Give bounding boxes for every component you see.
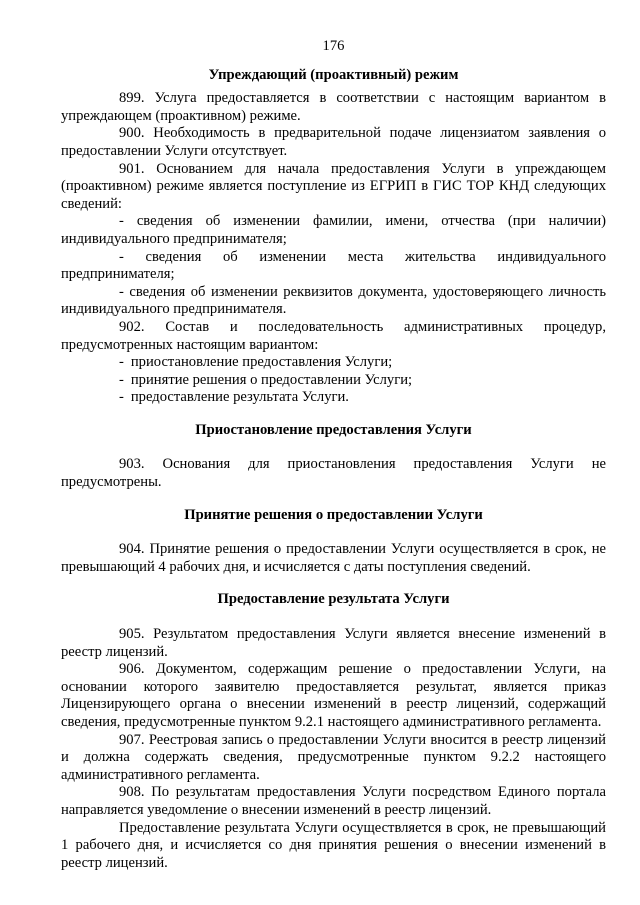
paragraph-907: 907. Реестровая запись о предоставлении Услуги вносится в реестр лицензий и должна содержать сведения, предусмотренные пунктом 9.2.2 настоящего административного регламента. bbox=[61, 731, 606, 783]
paragraph-901: 901. Основанием для начала предоставления Услуги в упреждающем (проактивном) режиме является поступление из ЕГРИП в ГИС ТОР КНД следующих сведений: bbox=[61, 160, 606, 212]
paragraph-904: 904. Принятие решения о предоставлении Услуги осуществляется в срок, не превышающий 4 рабочих дня, и исчисляется с даты поступления сведений. bbox=[61, 541, 606, 575]
paragraph-902-item-b bbox=[61, 372, 606, 390]
section-title-result: Предоставление результата Услуги bbox=[217, 591, 450, 608]
paragraph-902-item-c bbox=[61, 389, 606, 407]
section-title-proactive: Упреждающий (проактивный) режим bbox=[208, 66, 459, 83]
list-item-text: принятие решения о предоставлении Услуги; bbox=[130, 371, 413, 388]
paragraph-905: 905. Результатом предоставления Услуги является внесение изменений в реестр лицензий. bbox=[61, 626, 606, 660]
paragraph-908: 908. По результатам предоставления Услуги посредством Единого портала направляется уведомление о внесении изменений в реестр лицензий. bbox=[61, 784, 606, 818]
page-number: 176 bbox=[322, 38, 345, 54]
paragraph-899: 899. Услуга предоставляется в соответствии с настоящим вариантом в упреждающем (проактивном) режиме. bbox=[61, 90, 606, 124]
section-title-decision: Принятие решения о предоставлении Услуги bbox=[184, 506, 483, 523]
paragraph-906: 906. Документом, содержащим решение о предоставлении Услуги, на основании которого заявителю предоставляется результат, является приказ Лицензирующего органа о внесении изменений в реестр лицензий, содержащий сведения, предусмотренные пунктом 9.2.1 настоящего административного регламента. bbox=[61, 661, 606, 730]
section-title-suspension: Приостановление предоставления Услуги bbox=[195, 421, 472, 438]
paragraph-901-item-a: - сведения об изменении фамилии, имени, отчества (при наличии) индивидуального предпринимателя; bbox=[61, 213, 606, 247]
paragraph-900: 900. Необходимость в предварительной подаче лицензиатом заявления о предоставлении Услуги отсутствует. bbox=[61, 125, 606, 159]
paragraph-908-continuation: Предоставление результата Услуги осуществляется в срок, не превышающий 1 рабочего дня, и исчисляется со дня принятия решения о внесении изменений в реестр лицензий. bbox=[61, 819, 606, 871]
list-item-text: предоставление результата Услуги. bbox=[130, 389, 349, 406]
paragraph-901-item-c: - сведения об изменении реквизитов документа, удостоверяющего личность индивидуального предпринимателя. bbox=[61, 283, 606, 318]
paragraph-901-item-b: - сведения об изменении места жительства индивидуального предпринимателя; bbox=[61, 248, 606, 283]
list-item-text: приостановление предоставления Услуги; bbox=[130, 354, 393, 371]
list-dash: - bbox=[119, 371, 124, 388]
list-dash: - bbox=[119, 389, 124, 406]
paragraph-902-item-a bbox=[61, 354, 606, 372]
list-dash: - bbox=[119, 354, 124, 371]
paragraph-903: 903. Основания для приостановления предоставления Услуги не предусмотрены. bbox=[61, 456, 606, 491]
paragraph-902: 902. Состав и последовательность административных процедур, предусмотренных настоящим вариантом: bbox=[61, 318, 606, 353]
